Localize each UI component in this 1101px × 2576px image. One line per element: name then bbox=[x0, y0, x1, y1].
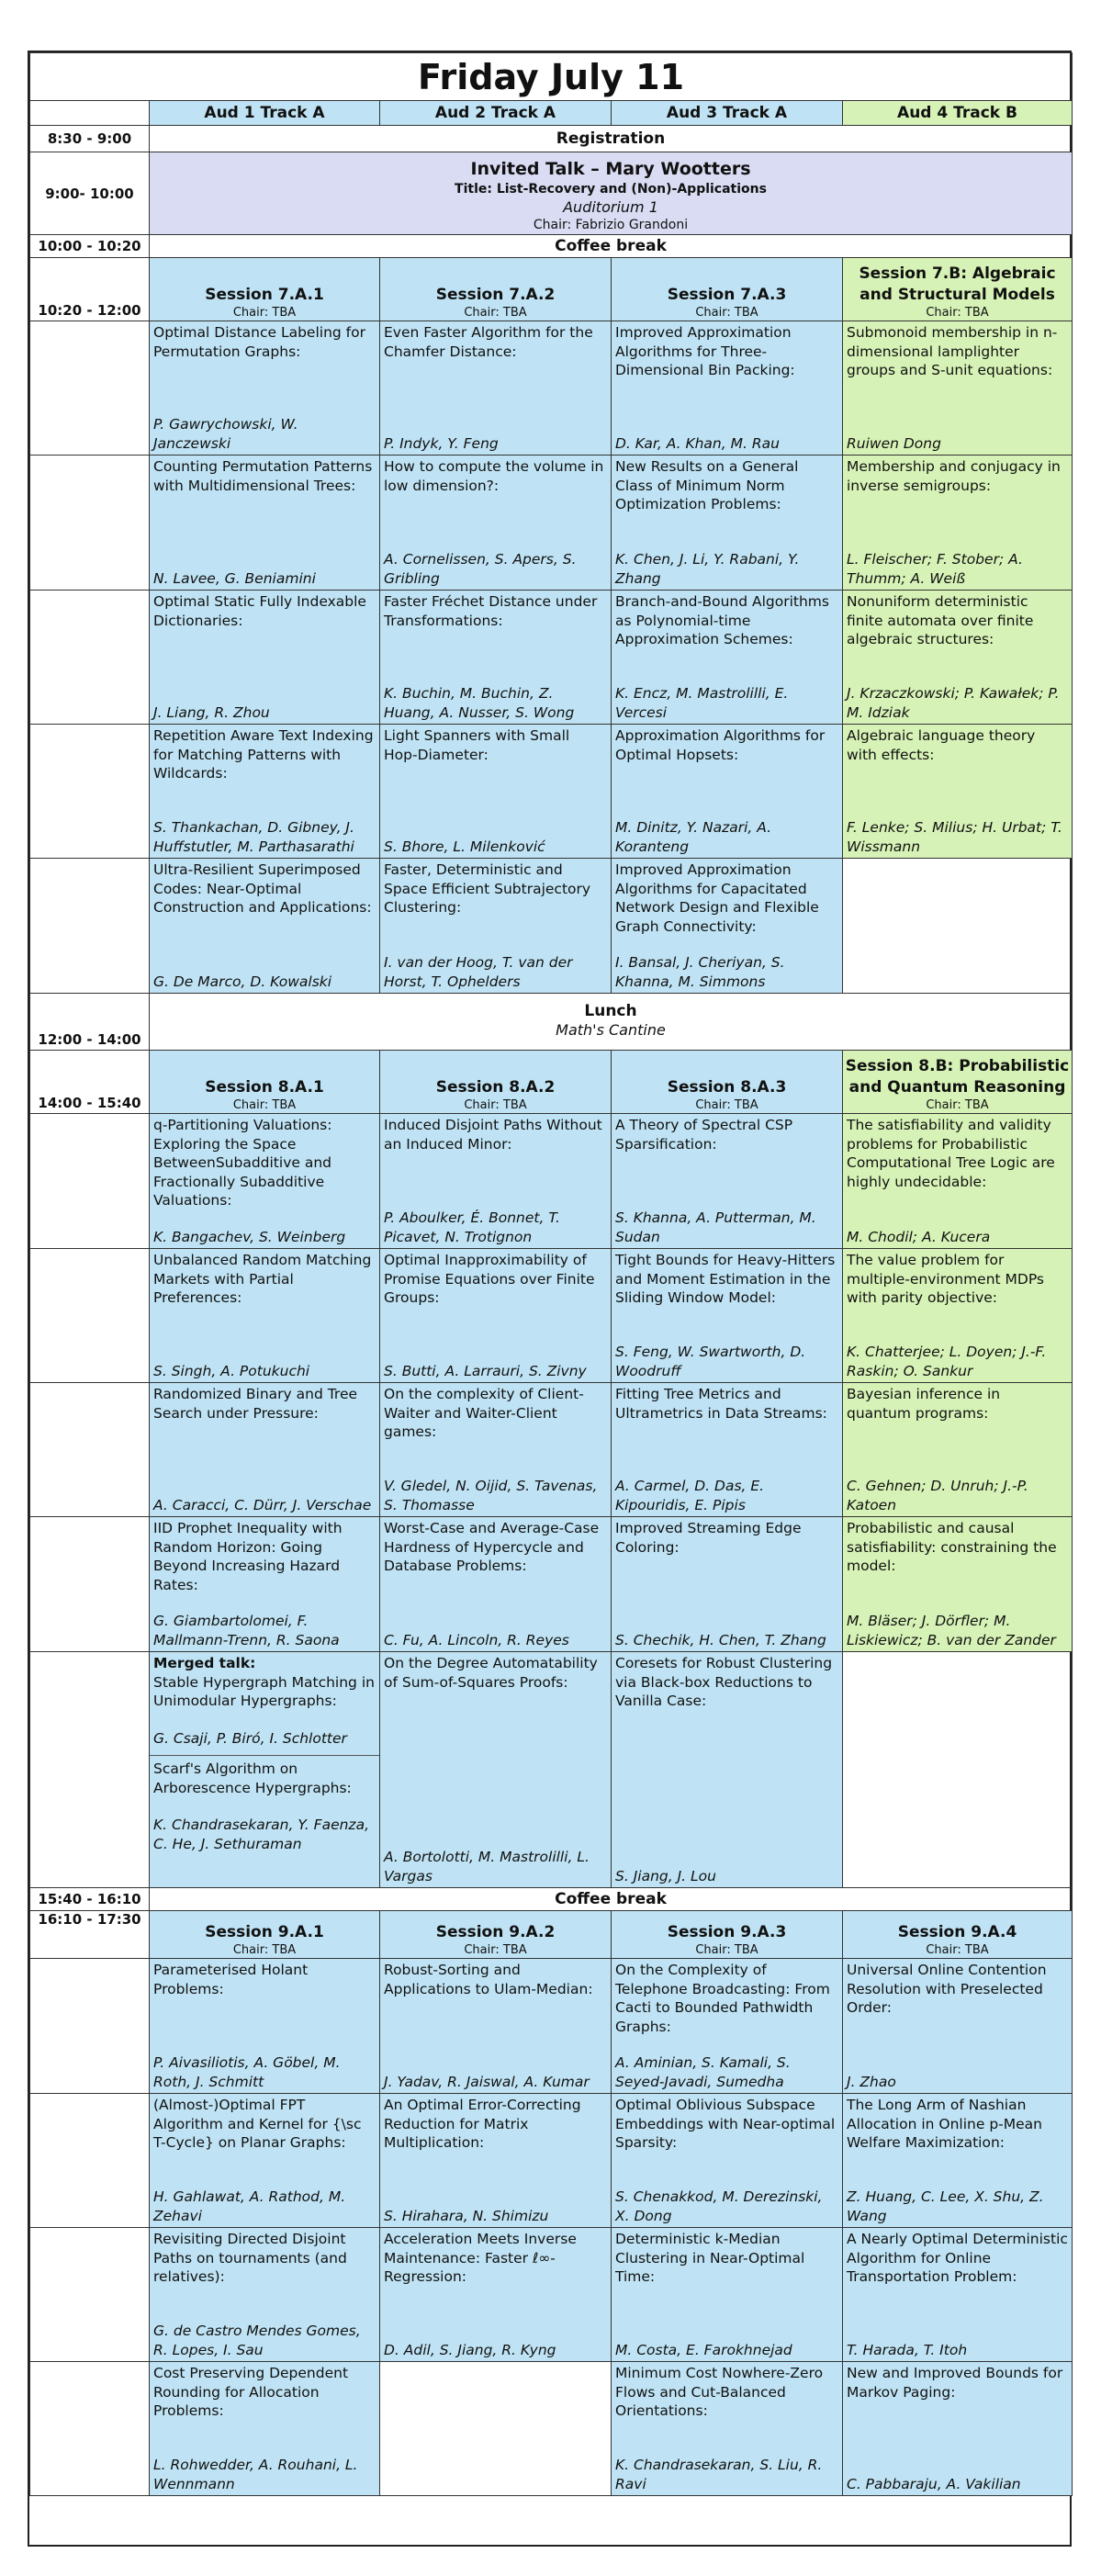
paper-title: IID Prophet Inequality with Random Horizon: Going Beyond Increasing Hazard Rates: bbox=[153, 1520, 343, 1593]
session-header bbox=[379, 1050, 612, 1114]
time-spacer bbox=[29, 858, 150, 994]
paper-authors: G. Giambartolomei, F. Mallmann-Trenn, R. Saona bbox=[153, 1613, 340, 1648]
paper-authors: I. van der Hoog, T. van der Horst, T. Ophelders bbox=[384, 954, 573, 990]
paper-title: A Nearly Optimal Deterministic Algorithm for Online Transportation Problem: bbox=[847, 2231, 1068, 2285]
time-spacer bbox=[29, 321, 150, 456]
paper-title: q-Partitioning Valuations: Exploring the Space BetweenSubadditive and Fractionally Subadditive Valuations: bbox=[153, 1117, 332, 1209]
paper-cell bbox=[611, 858, 843, 994]
paper-title: Optimal Distance Labeling for Permutation Graphs: bbox=[153, 324, 365, 360]
paper-title: Faster Fréchet Distance under Transformations: bbox=[384, 593, 598, 629]
time-spacer bbox=[29, 724, 150, 859]
paper-authors: K. Encz, M. Mastrolilli, E. Vercesi bbox=[615, 685, 789, 721]
session-name: Session 9.A.4 bbox=[897, 1923, 1017, 1941]
paper-authors: S. Feng, W. Swartworth, D. Woodruff bbox=[615, 1344, 806, 1379]
session-header bbox=[611, 1910, 843, 1959]
paper-authors: F. Lenke; S. Milius; H. Urbat; T. Wissmann bbox=[847, 819, 1062, 855]
session-header bbox=[611, 257, 843, 321]
paper-title: Algebraic language theory with effects: bbox=[847, 727, 1036, 763]
paper-title: The satisfiability and validity problems for Probabilistic Computational Tree Logic are highly undecidable: bbox=[847, 1117, 1055, 1190]
paper-authors: L. Fleischer; F. Stober; A. Thumm; A. Weiß bbox=[847, 551, 1023, 587]
paper-authors: D. Kar, A. Khan, M. Rau bbox=[615, 434, 780, 452]
paper-cell bbox=[379, 1248, 612, 1383]
paper-cell bbox=[611, 1958, 843, 2094]
paper-cell bbox=[149, 858, 380, 994]
paper-authors: S. Khanna, A. Putterman, M. Sudan bbox=[615, 1209, 816, 1245]
paper-cell bbox=[611, 455, 843, 591]
paper-title: Improved Streaming Edge Coloring: bbox=[615, 1520, 802, 1556]
paper-cell bbox=[379, 455, 612, 591]
paper-title: Acceleration Meets Inverse Maintenance: Faster ℓ∞-Regression: bbox=[384, 2231, 577, 2285]
session-chair: Chair: TBA bbox=[232, 1943, 297, 1957]
paper-authors: S. Singh, A. Potukuchi bbox=[153, 1362, 310, 1379]
paper-title: Faster, Deterministic and Space Efficient Subtrajectory Clustering: bbox=[384, 861, 591, 916]
paper-authors: S. Hirahara, N. Shimizu bbox=[384, 2207, 549, 2224]
paper-title: Light Spanners with Small Hop-Diameter: bbox=[384, 727, 570, 763]
paper-authors: A. Carmel, D. Das, E. Kipouridis, E. Pipis bbox=[615, 1478, 765, 1513]
paper-title: Cost Preserving Dependent Rounding for Allocation Problems: bbox=[153, 2365, 349, 2419]
paper-title: Fitting Tree Metrics and Ultrametrics in Data Streams: bbox=[615, 1386, 827, 1422]
session-name: Session 8.A.1 bbox=[205, 1078, 324, 1097]
paper-authors: M. Dinitz, Y. Nazari, A. Koranteng bbox=[615, 819, 772, 855]
paper-cell bbox=[379, 321, 612, 456]
paper-title: Revisiting Directed Disjoint Paths on tournaments (and relatives): bbox=[153, 2231, 347, 2285]
page-title: Friday July 11 bbox=[29, 52, 1073, 101]
paper-authors: J. Zhao bbox=[847, 2073, 896, 2090]
merged-authors-1: G. Csaji, P. Biró, I. Schlotter bbox=[153, 1729, 347, 1747]
time-spacer bbox=[29, 1958, 150, 2094]
paper-authors: H. Gahlawat, A. Rathod, M. Zehavi bbox=[153, 2188, 346, 2224]
paper-cell bbox=[842, 1248, 1073, 1383]
time-spacer bbox=[29, 2361, 150, 2496]
paper-cell bbox=[611, 2093, 843, 2228]
paper-cell bbox=[611, 590, 843, 725]
time-spacer bbox=[29, 1516, 150, 1652]
time-spacer bbox=[29, 2227, 150, 2362]
paper-title: Even Faster Algorithm for the Chamfer Distance: bbox=[384, 324, 593, 360]
time-coffee-1: 10:00 - 10:20 bbox=[29, 234, 150, 258]
time-spacer bbox=[29, 1651, 150, 1888]
session-name: Session 9.A.1 bbox=[205, 1923, 324, 1941]
paper-title: Universal Online Contention Resolution with Preselected Order: bbox=[847, 1962, 1047, 2016]
track-header: Aud 3 Track A bbox=[611, 100, 843, 126]
paper-cell bbox=[379, 1516, 612, 1652]
paper-cell bbox=[842, 2227, 1073, 2362]
paper-cell bbox=[379, 724, 612, 859]
track-header: Aud 4 Track B bbox=[842, 100, 1073, 126]
session-name: Session 8.B: Probabilistic and Quantum Reasoning bbox=[845, 1057, 1070, 1097]
paper-authors: K. Chen, J. Li, Y. Rabani, Y. Zhang bbox=[615, 551, 800, 587]
lunch-row bbox=[149, 993, 1073, 1051]
paper-title: Submonoid membership in n-dimensional lamplighter groups and S-unit equations: bbox=[847, 324, 1058, 378]
paper-cell bbox=[379, 1958, 612, 2094]
coffee-break-1: Coffee break bbox=[149, 234, 1073, 258]
time-spacer bbox=[29, 455, 150, 591]
paper-cell bbox=[842, 2093, 1073, 2228]
paper-cell bbox=[611, 1248, 843, 1383]
paper-cell bbox=[842, 2361, 1073, 2496]
session-header bbox=[379, 257, 612, 321]
track-header-blank bbox=[29, 100, 150, 126]
paper-title: Improved Approximation Algorithms for Three-Dimensional Bin Packing: bbox=[615, 324, 795, 378]
paper-authors: P. Indyk, Y. Feng bbox=[384, 434, 499, 452]
merged-authors-2: K. Chandrasekaran, Y. Faenza, C. He, J. Sethuraman bbox=[153, 1817, 369, 1852]
paper-title: Nonuniform deterministic finite automata over finite algebraic structures: bbox=[847, 593, 1034, 647]
paper-authors: P. Aboulker, É. Bonnet, T. Picavet, N. Trotignon bbox=[384, 1209, 560, 1245]
paper-title: Induced Disjoint Paths Without an Induced Minor: bbox=[384, 1117, 602, 1153]
time-coffee-2: 15:40 - 16:10 bbox=[29, 1887, 150, 1911]
session-chair: Chair: TBA bbox=[926, 1943, 989, 1957]
paper-authors: S. Butti, A. Larrauri, S. Zivny bbox=[384, 1362, 587, 1379]
paper-title: A Theory of Spectral CSP Sparsification: bbox=[615, 1117, 793, 1153]
session-header bbox=[149, 257, 380, 321]
paper-authors: M. Costa, E. Farokhnejad bbox=[615, 2341, 792, 2358]
session-header bbox=[149, 1910, 380, 1959]
paper-title: (Almost-)Optimal FPT Algorithm and Kernel for {\sc T-Cycle} on Planar Graphs: bbox=[153, 2097, 362, 2151]
session-name: Session 7.A.2 bbox=[435, 286, 556, 304]
invited-chair: Chair: Fabrizio Grandoni bbox=[533, 218, 689, 232]
paper-title: Ultra-Resilient Superimposed Codes: Near-Optimal Construction and Applications: bbox=[153, 861, 372, 916]
schedule-table bbox=[28, 51, 1072, 2547]
paper-authors: J. Liang, R. Zhou bbox=[153, 703, 270, 721]
paper-authors: D. Adil, S. Jiang, R. Kyng bbox=[384, 2341, 556, 2358]
session-name: Session 8.A.3 bbox=[667, 1078, 787, 1097]
paper-authors: M. Bläser; J. Dörfler; M. Liskiewicz; B. van der Zander bbox=[847, 1613, 1056, 1648]
paper-authors: K. Bangachev, S. Weinberg bbox=[153, 1228, 346, 1245]
paper-title: How to compute the volume in low dimension?: bbox=[384, 458, 604, 494]
time-spacer bbox=[29, 1248, 150, 1383]
paper-title: The Long Arm of Nashian Allocation in Online p-Mean Welfare Maximization: bbox=[847, 2097, 1042, 2151]
session-name: Session 7.A.3 bbox=[667, 286, 787, 304]
paper-title: On the Degree Automatability of Sum-of-Squares Proofs: bbox=[384, 1655, 598, 1691]
paper-title: Repetition Aware Text Indexing for Matching Patterns with Wildcards: bbox=[153, 727, 374, 782]
paper-title: Improved Approximation Algorithms for Capacitated Network Design and Flexible Graph Connectivity: bbox=[615, 861, 819, 935]
paper-cell bbox=[842, 1958, 1073, 2094]
invited-title: Invited Talk – Mary Wootters bbox=[470, 159, 751, 179]
paper-title: Minimum Cost Nowhere-Zero Flows and Cut-Balanced Orientations: bbox=[615, 2365, 824, 2419]
invited-subtitle: Title: List-Recovery and (Non)-Applications bbox=[455, 182, 767, 197]
paper-title: New and Improved Bounds for Markov Paging: bbox=[847, 2365, 1063, 2401]
paper-authors: C. Pabbaraju, A. Vakilian bbox=[847, 2475, 1021, 2492]
session-chair: Chair: TBA bbox=[695, 1943, 758, 1957]
paper-authors: K. Chatterjee; L. Doyen; J.-F. Raskin; O. Sankur bbox=[847, 1344, 1047, 1379]
time-invited: 9:00- 10:00 bbox=[29, 152, 150, 235]
session-chair: Chair: TBA bbox=[926, 1098, 989, 1112]
time-spacer bbox=[29, 1113, 150, 1249]
paper-authors: A. Cornelissen, S. Apers, S. Gribling bbox=[384, 551, 577, 587]
paper-title: On the complexity of Client-Waiter and Waiter-Client games: bbox=[384, 1386, 584, 1440]
session-header bbox=[842, 1050, 1073, 1114]
paper-authors: L. Rohwedder, A. Rouhani, L. Wennmann bbox=[153, 2457, 358, 2492]
paper-title: Counting Permutation Patterns with Multidimensional Trees: bbox=[153, 458, 373, 494]
paper-authors: J. Yadav, R. Jaiswal, A. Kumar bbox=[384, 2073, 590, 2090]
paper-cell bbox=[842, 1113, 1073, 1249]
paper-title: Bayesian inference in quantum programs: bbox=[847, 1386, 1001, 1422]
paper-title: Branch-and-Bound Algorithms as Polynomial-time Approximation Schemes: bbox=[615, 593, 829, 647]
merged-title-2: Scarf's Algorithm on Arborescence Hypergraphs: bbox=[153, 1760, 352, 1796]
paper-cell bbox=[611, 1113, 843, 1249]
paper-cell bbox=[379, 858, 612, 994]
registration-row: Registration bbox=[149, 125, 1073, 152]
session-chair: Chair: TBA bbox=[232, 1098, 297, 1112]
session-chair: Chair: TBA bbox=[464, 306, 527, 320]
paper-cell bbox=[149, 321, 380, 456]
lunch-place: Math's Cantine bbox=[556, 1021, 666, 1039]
paper-authors: S. Bhore, L. Milenković bbox=[384, 838, 545, 855]
paper-title: Optimal Inapproximability of Promise Equations over Finite Groups: bbox=[384, 1252, 595, 1306]
paper-cell bbox=[611, 1516, 843, 1652]
session-name: Session 8.A.2 bbox=[435, 1078, 556, 1097]
merged-title-1: Stable Hypergraph Matching in Unimodular Hypergraphs: bbox=[153, 1673, 375, 1709]
paper-title: Probabilistic and causal satisfiability: constraining the model: bbox=[847, 1520, 1057, 1574]
paper-cell bbox=[149, 1516, 380, 1652]
paper-authors: S. Chenakkod, M. Derezinski, X. Dong bbox=[615, 2188, 823, 2224]
paper-authors: I. Bansal, J. Cheriyan, S. Khanna, M. Simmons bbox=[615, 954, 785, 990]
paper-cell bbox=[842, 1382, 1073, 1517]
paper-cell bbox=[611, 724, 843, 859]
paper-authors: P. Gawrychowski, W. Janczewski bbox=[153, 416, 298, 452]
paper-cell bbox=[842, 724, 1073, 859]
paper-cell bbox=[842, 590, 1073, 725]
paper-cell bbox=[149, 2361, 380, 2496]
paper-authors: P. Aivasiliotis, A. Göbel, M. Roth, J. Schmitt bbox=[153, 2054, 341, 2090]
paper-title: Tight Bounds for Heavy-Hitters and Moment Estimation in the Sliding Window Model: bbox=[615, 1252, 836, 1306]
paper-title: The value problem for multiple-environment MDPs with parity objective: bbox=[847, 1252, 1044, 1306]
paper-authors: T. Harada, T. Itoh bbox=[847, 2341, 968, 2358]
session-header bbox=[149, 1050, 380, 1114]
merged-talk-cell bbox=[149, 1651, 380, 1888]
lunch-label: Lunch bbox=[584, 1002, 637, 1020]
paper-title: An Optimal Error-Correcting Reduction for Matrix Multiplication: bbox=[384, 2097, 581, 2151]
session-chair: Chair: TBA bbox=[464, 1943, 527, 1957]
paper-authors: C. Gehnen; D. Unruh; J.-P. Katoen bbox=[847, 1478, 1028, 1513]
time-block-9: 16:10 - 17:30 bbox=[29, 1910, 150, 1959]
paper-cell bbox=[611, 2227, 843, 2362]
paper-cell bbox=[611, 1382, 843, 1517]
paper-cell bbox=[149, 2227, 380, 2362]
paper-cell bbox=[149, 2093, 380, 2228]
time-spacer bbox=[29, 590, 150, 725]
time-spacer bbox=[29, 1382, 150, 1517]
empty-cell bbox=[842, 1651, 1073, 1888]
paper-cell bbox=[379, 1651, 612, 1888]
paper-title: Unbalanced Random Matching Markets with Partial Preferences: bbox=[153, 1252, 372, 1306]
paper-cell bbox=[611, 1651, 843, 1888]
paper-authors: S. Chechik, H. Chen, T. Zhang bbox=[615, 1631, 826, 1648]
track-header: Aud 2 Track A bbox=[379, 100, 612, 126]
paper-cell bbox=[149, 1958, 380, 2094]
paper-cell bbox=[149, 724, 380, 859]
session-name: Session 9.A.3 bbox=[667, 1923, 787, 1941]
time-block-7: 10:20 - 12:00 bbox=[29, 257, 150, 321]
time-spacer bbox=[29, 2093, 150, 2228]
paper-authors: A. Bortolotti, M. Mastrolilli, L. Vargas bbox=[384, 1849, 590, 1884]
paper-cell bbox=[149, 1113, 380, 1249]
paper-title: Robust-Sorting and Applications to Ulam-Median: bbox=[384, 1962, 593, 1997]
paper-cell bbox=[149, 590, 380, 725]
paper-title: New Results on a General Class of Minimum Norm Optimization Problems: bbox=[615, 458, 799, 512]
paper-authors: G. De Marco, D. Kowalski bbox=[153, 973, 332, 990]
time-lunch: 12:00 - 14:00 bbox=[29, 993, 150, 1051]
paper-authors: A. Caracci, C. Dürr, J. Verschae bbox=[153, 1496, 372, 1513]
invited-room: Auditorium 1 bbox=[563, 198, 658, 216]
session-name: Session 9.A.2 bbox=[435, 1923, 556, 1941]
paper-authors: K. Chandrasekaran, S. Liu, R. Ravi bbox=[615, 2457, 823, 2492]
paper-cell bbox=[379, 2227, 612, 2362]
paper-authors: C. Fu, A. Lincoln, R. Reyes bbox=[384, 1631, 569, 1648]
paper-title: Optimal Oblivious Subspace Embeddings with Near-optimal Sparsity: bbox=[615, 2097, 836, 2151]
session-chair: Chair: TBA bbox=[695, 1098, 758, 1112]
paper-cell bbox=[379, 2093, 612, 2228]
paper-authors: V. Gledel, N. Oijid, S. Tavenas, S. Thomasse bbox=[384, 1478, 598, 1513]
paper-title: Approximation Algorithms for Optimal Hopsets: bbox=[615, 727, 826, 763]
paper-title: Optimal Static Fully Indexable Dictionaries: bbox=[153, 593, 366, 629]
paper-authors: A. Aminian, S. Kamali, S. Seyed-Javadi, Sumedha bbox=[615, 2054, 791, 2090]
paper-cell bbox=[379, 1382, 612, 1517]
paper-title: Worst-Case and Average-Case Hardness of Hypercycle and Database Problems: bbox=[384, 1520, 600, 1574]
paper-authors: M. Chodil; A. Kucera bbox=[847, 1228, 991, 1245]
track-header: Aud 1 Track A bbox=[149, 100, 380, 126]
paper-cell bbox=[379, 590, 612, 725]
session-chair: Chair: TBA bbox=[232, 306, 297, 320]
session-header bbox=[842, 1910, 1073, 1959]
paper-authors: Z. Huang, C. Lee, X. Shu, Z. Wang bbox=[847, 2188, 1044, 2224]
session-header bbox=[379, 1910, 612, 1959]
paper-cell bbox=[842, 321, 1073, 456]
session-chair: Chair: TBA bbox=[464, 1098, 527, 1112]
session-name: Session 7.B: Algebraic and Structural Models bbox=[859, 264, 1056, 304]
session-name: Session 7.A.1 bbox=[205, 286, 324, 304]
paper-cell bbox=[611, 321, 843, 456]
paper-cell bbox=[149, 455, 380, 591]
paper-title: Parameterised Holant Problems: bbox=[153, 1962, 309, 1997]
session-chair: Chair: TBA bbox=[695, 306, 758, 320]
paper-authors: N. Lavee, G. Beniamini bbox=[153, 569, 316, 587]
paper-authors: S. Thankachan, D. Gibney, J. Huffstutler, M. Parthasarathi bbox=[153, 819, 354, 855]
paper-title: On the Complexity of Telephone Broadcasting: From Cacti to Bounded Pathwidth Graphs: bbox=[615, 1962, 830, 2035]
session-chair: Chair: TBA bbox=[926, 306, 989, 320]
paper-cell bbox=[611, 2361, 843, 2496]
paper-cell bbox=[379, 1113, 612, 1249]
paper-cell bbox=[149, 1382, 380, 1517]
empty-cell bbox=[379, 2361, 612, 2496]
paper-authors: S. Jiang, J. Lou bbox=[615, 1867, 716, 1884]
paper-cell bbox=[149, 1248, 380, 1383]
coffee-break-2: Coffee break bbox=[149, 1887, 1073, 1911]
time-registration: 8:30 - 9:00 bbox=[29, 125, 150, 152]
invited-talk bbox=[149, 152, 1073, 235]
session-header bbox=[611, 1050, 843, 1114]
paper-title: Coresets for Robust Clustering via Black-box Reductions to Vanilla Case: bbox=[615, 1655, 833, 1709]
paper-title: Randomized Binary and Tree Search under Pressure: bbox=[153, 1386, 358, 1422]
session-header bbox=[842, 257, 1073, 321]
paper-authors: Ruiwen Dong bbox=[847, 434, 941, 452]
paper-authors: G. de Castro Mendes Gomes, R. Lopes, I. Sau bbox=[153, 2323, 361, 2358]
paper-authors: K. Buchin, M. Buchin, Z. Huang, A. Nusser, S. Wong bbox=[384, 685, 575, 721]
merged-label: Merged talk: bbox=[153, 1655, 256, 1671]
paper-title: Membership and conjugacy in inverse semigroups: bbox=[847, 458, 1061, 494]
paper-cell bbox=[842, 1516, 1073, 1652]
time-block-8: 14:00 - 15:40 bbox=[29, 1050, 150, 1114]
empty-cell bbox=[842, 858, 1073, 994]
paper-authors: J. Krzaczkowski; P. Kawałek; P. M. Idziak bbox=[847, 685, 1060, 721]
paper-cell bbox=[842, 455, 1073, 591]
paper-title: Deterministic k-Median Clustering in Near-Optimal Time: bbox=[615, 2231, 805, 2285]
merged-separator bbox=[150, 1755, 379, 1756]
